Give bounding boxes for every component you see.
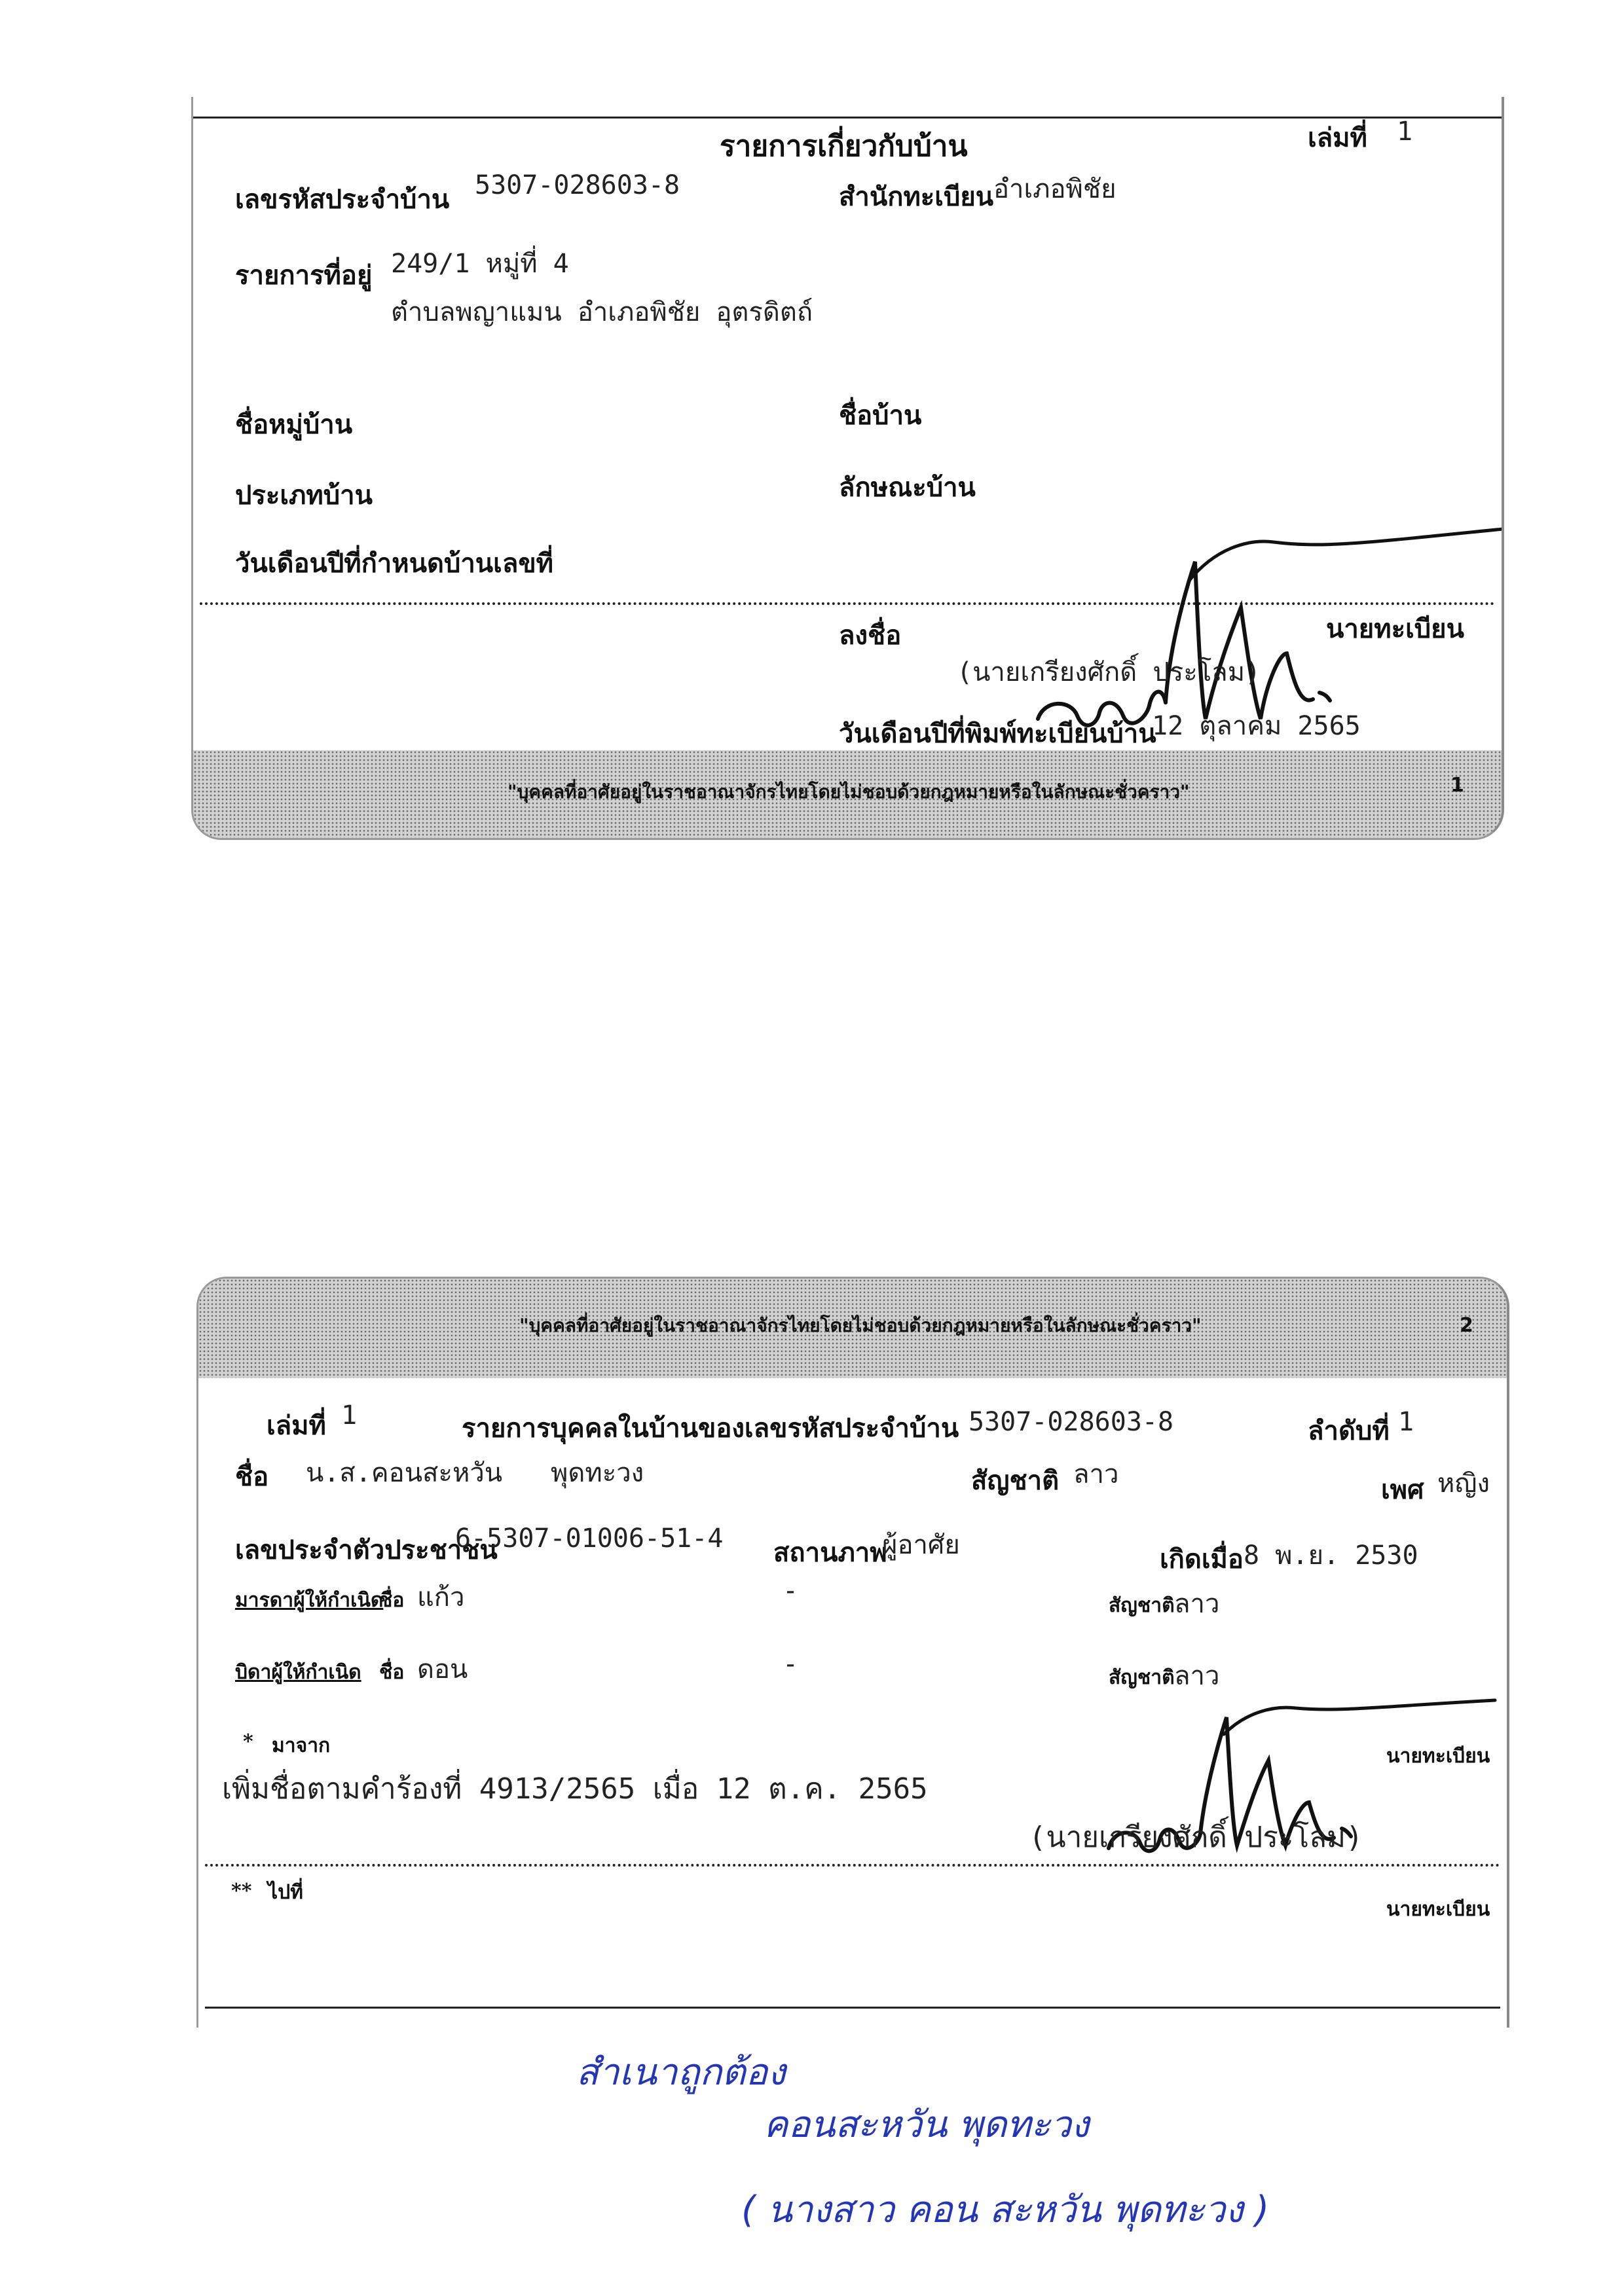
surname-value: พุดทะวง [551, 1458, 644, 1488]
id-label: เลขประจำตัวประชาชน [235, 1535, 498, 1565]
father-nationality-value: ลาว [1174, 1661, 1220, 1691]
from-label: มาจาก [272, 1734, 331, 1757]
handwritten-signature-name: คอนสะหวัน พุดทะวง [764, 2104, 1090, 2146]
registrar-label-bottom: นายทะเบียน [1386, 1898, 1490, 1921]
sex-label: เพศ [1381, 1474, 1424, 1505]
to-marker: ** [231, 1880, 252, 1903]
volume-value: 1 [341, 1400, 358, 1430]
house-number-date-label: วันเดือนปีที่กำหนดบ้านเลขที่ [235, 548, 554, 579]
to-label: ไปที่ [268, 1881, 303, 1904]
house-code-value: 5307-028603-8 [475, 170, 680, 200]
page-number: 2 [1460, 1314, 1473, 1337]
volume-label: เล่มที่ [1308, 122, 1367, 153]
status-band [193, 750, 1502, 840]
house-type-label: ประเภทบ้าน [235, 480, 373, 511]
house-name-label: ชื่อบ้าน [839, 400, 922, 431]
mother-surname-dash: - [783, 1576, 799, 1606]
certified-copy-text: สำเนาถูกต้อง [576, 2051, 786, 2094]
mother-name-label: ชื่อ [379, 1589, 405, 1612]
print-date-value: 12 ตุลาคม 2565 [1152, 711, 1361, 741]
nationality-value: ลาว [1073, 1459, 1119, 1489]
nationality-label: สัญชาติ [971, 1465, 1060, 1496]
volume-value: 1 [1397, 117, 1413, 147]
name-value: น.ส.คอนสะหวัน [306, 1458, 503, 1488]
house-code-label: เลขรหัสประจำบ้าน [235, 184, 450, 215]
signature-label: ลงชื่อ [839, 620, 902, 651]
registrar-name: (นายเกรียงศักดิ์ ประโลม) [957, 657, 1261, 687]
birth-label: เกิดเมื่อ [1160, 1544, 1244, 1575]
house-code-value: 5307-028603-8 [969, 1407, 1174, 1437]
status-label: สถานภาพ [773, 1537, 887, 1568]
name-label: ชื่อ [235, 1461, 269, 1492]
persons-in-house-label: รายการบุคคลในบ้านของเลขรหัสประจำบ้าน [462, 1413, 959, 1444]
print-date-label: วันเดือนปีที่พิมพ์ทะเบียนบ้าน [839, 718, 1156, 749]
status-value: ผู้อาศัย [882, 1530, 960, 1560]
father-name-label: ชื่อ [379, 1661, 405, 1684]
bottom-rule [205, 2007, 1500, 2009]
volume-label: เล่มที่ [267, 1410, 326, 1441]
person-details-card [196, 1277, 1509, 2028]
order-value: 1 [1398, 1407, 1414, 1437]
order-label: ลำดับที่ [1308, 1415, 1390, 1446]
page-number: 1 [1450, 774, 1464, 797]
registrar-name: (นายเกรียงศักดิ์ ประโลม) [1029, 1821, 1363, 1854]
from-value: เพิ่มชื่อตามคำร้องที่ 4913/2565 เมื่อ 12 ต.ค. 2565 [222, 1772, 928, 1806]
sex-value: หญิง [1437, 1468, 1490, 1499]
card-title: รายการเกี่ยวกับบ้าน [720, 130, 968, 163]
registrar-label-top: นายทะเบียน [1386, 1745, 1490, 1768]
father-surname-dash: - [783, 1649, 799, 1679]
from-marker: * [243, 1730, 253, 1753]
id-value: 6-5307-01006-51-4 [455, 1523, 724, 1554]
village-name-label: ชื่อหมู่บ้าน [235, 409, 353, 440]
band-text: "บุคคลที่อาศัยอยู่ในราชอาณาจักรไทยโดยไม่ชอบด้วยกฎหมายหรือในลักษณะชั่วคราว" [507, 781, 1190, 803]
mother-label: มารดาผู้ให้กำเนิด [235, 1589, 384, 1612]
status-band [198, 1279, 1507, 1378]
top-rule [193, 117, 1502, 118]
band-text: "บุคคลที่อาศัยอยู่ในราชอาณาจักรไทยโดยไม่ชอบด้วยกฎหมายหรือในลักษณะชั่วคราว" [519, 1315, 1202, 1336]
registry-office-label: สำนักทะเบียน [839, 181, 994, 212]
father-name-value: ดอน [417, 1654, 468, 1685]
father-nationality-label: สัญชาติ [1109, 1666, 1175, 1689]
house-details-card [191, 97, 1504, 840]
registry-office-value: อำเภอพิชัย [993, 174, 1116, 204]
house-character-label: ลักษณะบ้าน [839, 472, 976, 503]
address-label: รายการที่อยู่ [235, 260, 373, 291]
address-line-2: ตำบลพญาแมน อำเภอพิชัย อุตรดิตถ์ [391, 297, 813, 327]
birth-value: 8 พ.ย. 2530 [1244, 1540, 1418, 1571]
address-line-1: 249/1 หมู่ที่ 4 [391, 249, 569, 279]
mother-nationality-value: ลาว [1174, 1589, 1220, 1619]
registrar-label: นายทะเบียน [1326, 613, 1464, 644]
handwritten-full-name: ( นางสาว คอน สะหวัน พุดทะวง ) [741, 2189, 1270, 2231]
mother-nationality-label: สัญชาติ [1109, 1594, 1175, 1617]
father-label: บิดาผู้ให้กำเนิด [235, 1661, 361, 1684]
dotted-divider [205, 1864, 1500, 1867]
mother-name-value: แก้ว [417, 1582, 465, 1613]
